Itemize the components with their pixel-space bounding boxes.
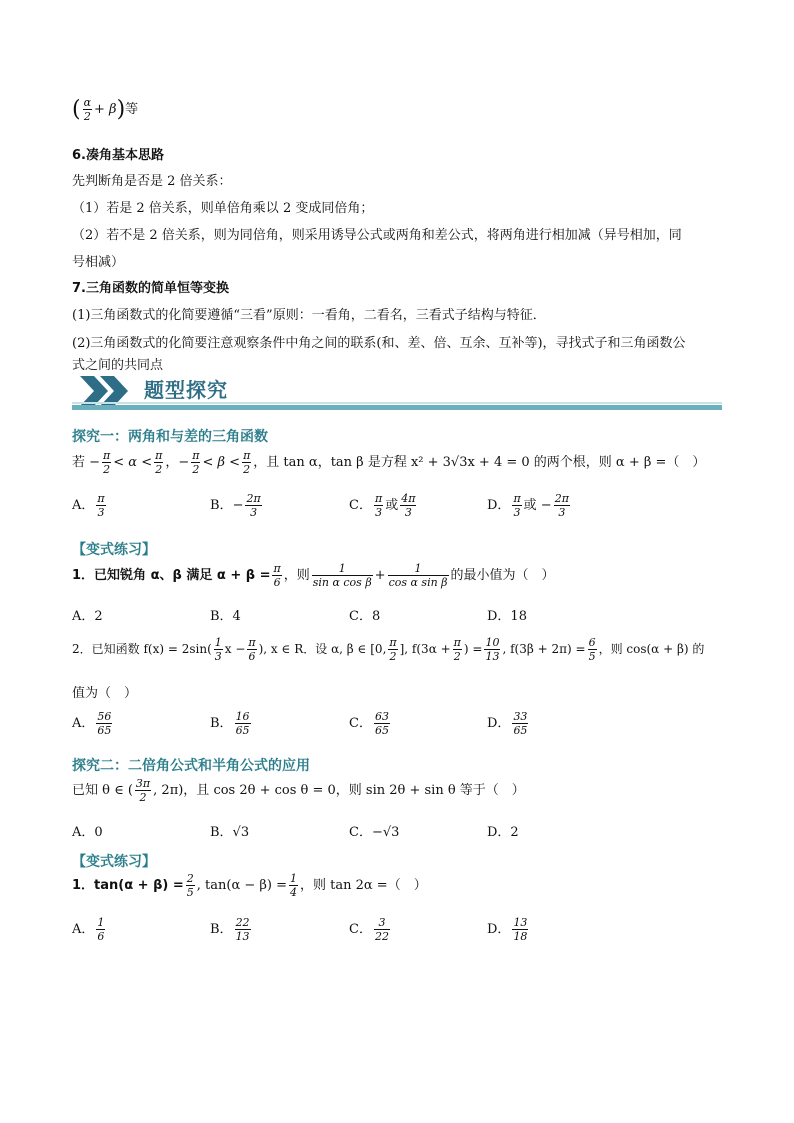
section-7-line1: (1)三角函数式的化简要遵循“三看”原则：一看角，二看名，三看式子结构与特征． — [72, 308, 546, 323]
section-6-heading: 6.凑角基本思路 — [72, 148, 164, 163]
option-b[interactable]: B． $\frac{22}{13}$ — [210, 916, 250, 943]
variant-1-q1-options — [72, 605, 722, 623]
formula-fragment: ( $\frac{\alpha}{2}$ + β)等 — [72, 96, 139, 123]
option-b[interactable]: B．√3 — [210, 825, 250, 840]
explore-2-heading: 探究二：二倍角公式和半角公式的应用 — [72, 758, 310, 774]
option-d[interactable]: D． $\frac{\pi}{3}$ 或 − $\frac{2\pi}{3}$ — [487, 492, 569, 519]
variant-practice-2-heading: 【变式练习】 — [72, 854, 156, 870]
variant-2-question-1: 1．tan(α + β) = $\frac{2}{5}$ , tan(α − β) = $\frac{1}{4}$ ，则 tan 2α =（ ） — [72, 872, 427, 899]
option-d[interactable]: D．2 — [487, 825, 519, 840]
variant-1-q2-line2: 值为（ ） — [72, 686, 138, 701]
variant-2-options — [72, 916, 722, 950]
section-7-line2: (2)三角函数式的化简要注意观察条件中角之间的联系(和、差、倍、互余、互补等)，寻找式子和三角函数公 — [72, 336, 686, 351]
section-7-line3: 式之间的共同点 — [72, 358, 164, 373]
option-c[interactable]: C．8 — [349, 609, 381, 624]
option-c[interactable]: C． $\frac{63}{65}$ — [349, 710, 389, 737]
banner-title: 题型探究 — [144, 378, 228, 402]
variant-1-question-2: 2．已知函数 f(x) = 2sin( $\frac{1}{3}$ x − $\frac{\pi}{6}$ ), x ∈ R．设 α, β ∈ [0, $\frac{\pi}{2}$ ], f(3α + $\frac{\pi}{2}$ ) = $\frac{10}{13}$ , f(3β + 2π) = $\frac{6}{5}$ ，则 cos(α + β) 的 — [72, 636, 705, 663]
formula-suffix: 等 — [125, 102, 139, 117]
explore-2-options — [72, 821, 722, 839]
section-banner — [72, 372, 722, 410]
option-d[interactable]: D． $\frac{13}{18}$ — [487, 916, 528, 943]
variant-practice-1-heading: 【变式练习】 — [72, 542, 156, 558]
section-6-line4: 号相减） — [72, 255, 125, 270]
option-b[interactable]: B．4 — [210, 609, 241, 624]
option-d[interactable]: D．18 — [487, 609, 527, 624]
option-a[interactable]: A． $\frac{1}{6}$ — [72, 916, 105, 943]
section-6-line2: （1）若是 2 倍关系，则单倍角乘以 2 变成同倍角； — [72, 201, 374, 216]
section-7-heading: 7.三角函数的简单恒等变换 — [72, 281, 229, 296]
explore-2-question: 已知 θ ∈ ( $\frac{3\pi}{2}$ , 2π)，且 cos 2θ + cos θ = 0，则 sin 2θ + sin θ 等于（ ） — [72, 777, 525, 804]
option-b[interactable]: B．− $\frac{2\pi}{3}$ — [210, 492, 261, 519]
option-d[interactable]: D． $\frac{33}{65}$ — [487, 710, 528, 737]
option-c[interactable]: C． $\frac{\pi}{3}$ 或 $\frac{4\pi}{3}$ — [349, 492, 416, 519]
option-a[interactable]: A． $\frac{56}{65}$ — [72, 710, 112, 737]
explore-1-question: 若 − $\frac{\pi}{2}$ < α < $\frac{\pi}{2}$ ，− $\frac{\pi}{2}$ < β < $\frac{\pi}{2}$ ，且 tan α，tan β 是方程 x² + 3√3x + 4 = 0 的两个根，则 α + β =（ ） — [72, 449, 706, 476]
explore-1-options — [72, 492, 722, 526]
option-c[interactable]: C．−√3 — [349, 825, 400, 840]
option-a[interactable]: A．0 — [72, 825, 103, 840]
formula-rest: + β — [94, 102, 117, 117]
frac-num: α — [83, 96, 92, 109]
section-6-line1: 先判断角是否是 2 倍关系： — [72, 174, 232, 189]
option-a[interactable]: A．2 — [72, 609, 103, 624]
option-c[interactable]: C． $\frac{3}{22}$ — [349, 916, 389, 943]
variant-1-q2-options — [72, 710, 722, 744]
variant-1-question-1: 1．已知锐角 α、β 满足 α + β = $\frac{\pi}{6}$ ，则 $\frac{1}{\text{sin α cos β}}$ + $\frac{1}{\text{cos α sin β}}$ 的最小值为（ ） — [72, 562, 555, 589]
explore-1-heading: 探究一：两角和与差的三角函数 — [72, 429, 268, 445]
frac-den: 2 — [83, 110, 91, 123]
option-a[interactable]: A． $\frac{\pi}{3}$ — [72, 492, 105, 519]
section-6-line3: （2）若不是 2 倍关系，则为同倍角，则采用诱导公式或两角和差公式，将两角进行相加减（异号相加，同 — [72, 228, 682, 243]
option-b[interactable]: B． $\frac{16}{65}$ — [210, 710, 250, 737]
